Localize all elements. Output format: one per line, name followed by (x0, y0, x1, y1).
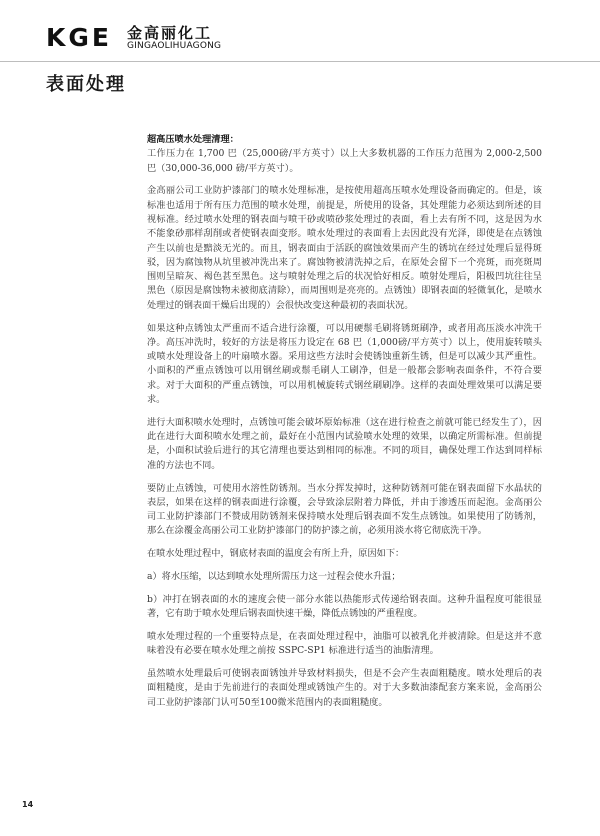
list-item-b: b）冲打在钢表面的水的速度会使一部分水能以热能形式传递给钢表面。这种升温程度可能很显著，它有助于喷水处理后钢表面快速干燥，降低点锈蚀的严重程度。 (147, 593, 542, 620)
page-number: 14 (22, 800, 34, 809)
paragraph-temperature: 在喷水处理过程中，钢底材表面的温度会有所上升，原因如下： (147, 548, 405, 560)
paragraph-large-area: 进行大面积喷水处理时，点锈蚀可能会破坏原始标准（这在进行检查之前就可能已经发生了），因此在进行大面积喷水处理之前，最好在小范围内试验喷水处理的效果，以确定所需标准。但前提是，小面积试验后进行的其它清理也要达到相同的标准。不同的项目，确保处理工作达到同样标准的方法也不同。 (147, 416, 542, 471)
page-title: 表面处理 (46, 74, 126, 95)
paragraph-standard: 金高丽公司工业防护漆部门的喷水处理标准，是按使用超高压喷水处理设备而确定的。但是，该标准也适用于所有压力范围的喷水处理，前提是，所使用的设备，其处理能力必须达到所述的目视标准。经过喷水处理的钢表面与喷干砂或喷砂浆处理过的表面，看上去有所不同，这是因为水不能象砂那样刮削或者使钢表面变形。喷水处理过的表面看上去因此没有光泽，即使是在点锈蚀产生以前也是黯淡无光的。而且，钢表面由于活跃的腐蚀效果而产生的锈坑在经过处理后显得斑驳，因为腐蚀物从坑里被冲洗出来了。腐蚀物被清洗掉之后，在原处会留下一个亮斑，而亮斑周围则呈暗灰、褐色甚至黑色。这与喷射处理之后的状况恰好相反。喷射处理后，阳极凹坑往往呈黑色（原因是腐蚀物未被彻底清除），而周围则是亮亮的。点锈蚀）即钢表面的轻微氧化，是喷水处理过的钢表面干燥后出现的）会很快改变这种最初的表面状况。 (147, 185, 542, 311)
logo-chinese-name: 金高丽化工 (127, 24, 213, 42)
paragraph-inhibitor: 要防止点锈蚀，可使用水溶性防锈剂。当水分挥发掉时，这种防锈剂可能在钢表面留下水晶状的表层，如果在这样的钢表面进行涂覆，会导致涂层附着力降低，并由于渗透压而起泡。金高丽公司工业防护漆部门不赞成用防锈剂来保持喷水处理后钢表面不发生点锈蚀。如果使用了防锈剂，那么在涂覆金高丽公司工业防护漆部门的防护漆之前，必须用淡水将它彻底洗干净。 (147, 482, 542, 537)
logo-letters: KGE (46, 23, 112, 52)
section-subheading: 超高压喷水处理清理： (147, 134, 239, 145)
paragraph-flash-rust: 如果这种点锈蚀太严重而不适合进行涂覆，可以用硬鬃毛刷将锈斑刷净，或者用高压淡水冲洗干净。高压冲洗时，较好的方法是将压力设定在 68 巴（1,000磅/平方英寸）以上，使用旋转喷头或喷水处理设备上的叶扇喷水器。采用这些方法时会使锈蚀重新生锈，但是可以减少其严重性。小面积的严重点锈蚀可以用钢丝刷或鬃毛刷人工刷净，但是一般都会影响表面条件，不符合要求。对于大面积的严重点锈蚀，可以用机械旋转式钢丝刷刷净。这样的表面处理效果可以满足要求。 (147, 322, 542, 406)
paragraph-grease: 喷水处理过程的一个重要特点是，在表面处理过程中，油脂可以被乳化并被清除。但是这并不意味着没有必要在喷水处理之前按 SSPC-SP1 标准进行适当的油脂清理。 (147, 630, 542, 657)
paragraph-pressure: 工作压力在 1,700 巴（25,000磅/平方英寸）以上大多数机器的工作压力范围为 2,000-2,500 巴（30,000-36,000 磅/平方英寸）。 (147, 148, 542, 174)
logo-english-name: GINGAOLIHUAGONG (127, 41, 222, 51)
list-item-a: a）将水压缩，以达到喷水处理所需压力这一过程会使水升温； (147, 571, 401, 583)
paragraph-roughness: 虽然喷水处理最后可使钢表面锈蚀并导致材料损失，但是不会产生表面粗糙度。喷水处理后的表面粗糙度，是由于先前进行的表面处理或锈蚀产生的。对于大多数油漆配套方案来说，金高丽公司工业防护漆部门认可50至100微米范围内的表面粗糙度。 (147, 668, 542, 708)
header-divider (0, 61, 600, 62)
body-text (147, 133, 542, 718)
